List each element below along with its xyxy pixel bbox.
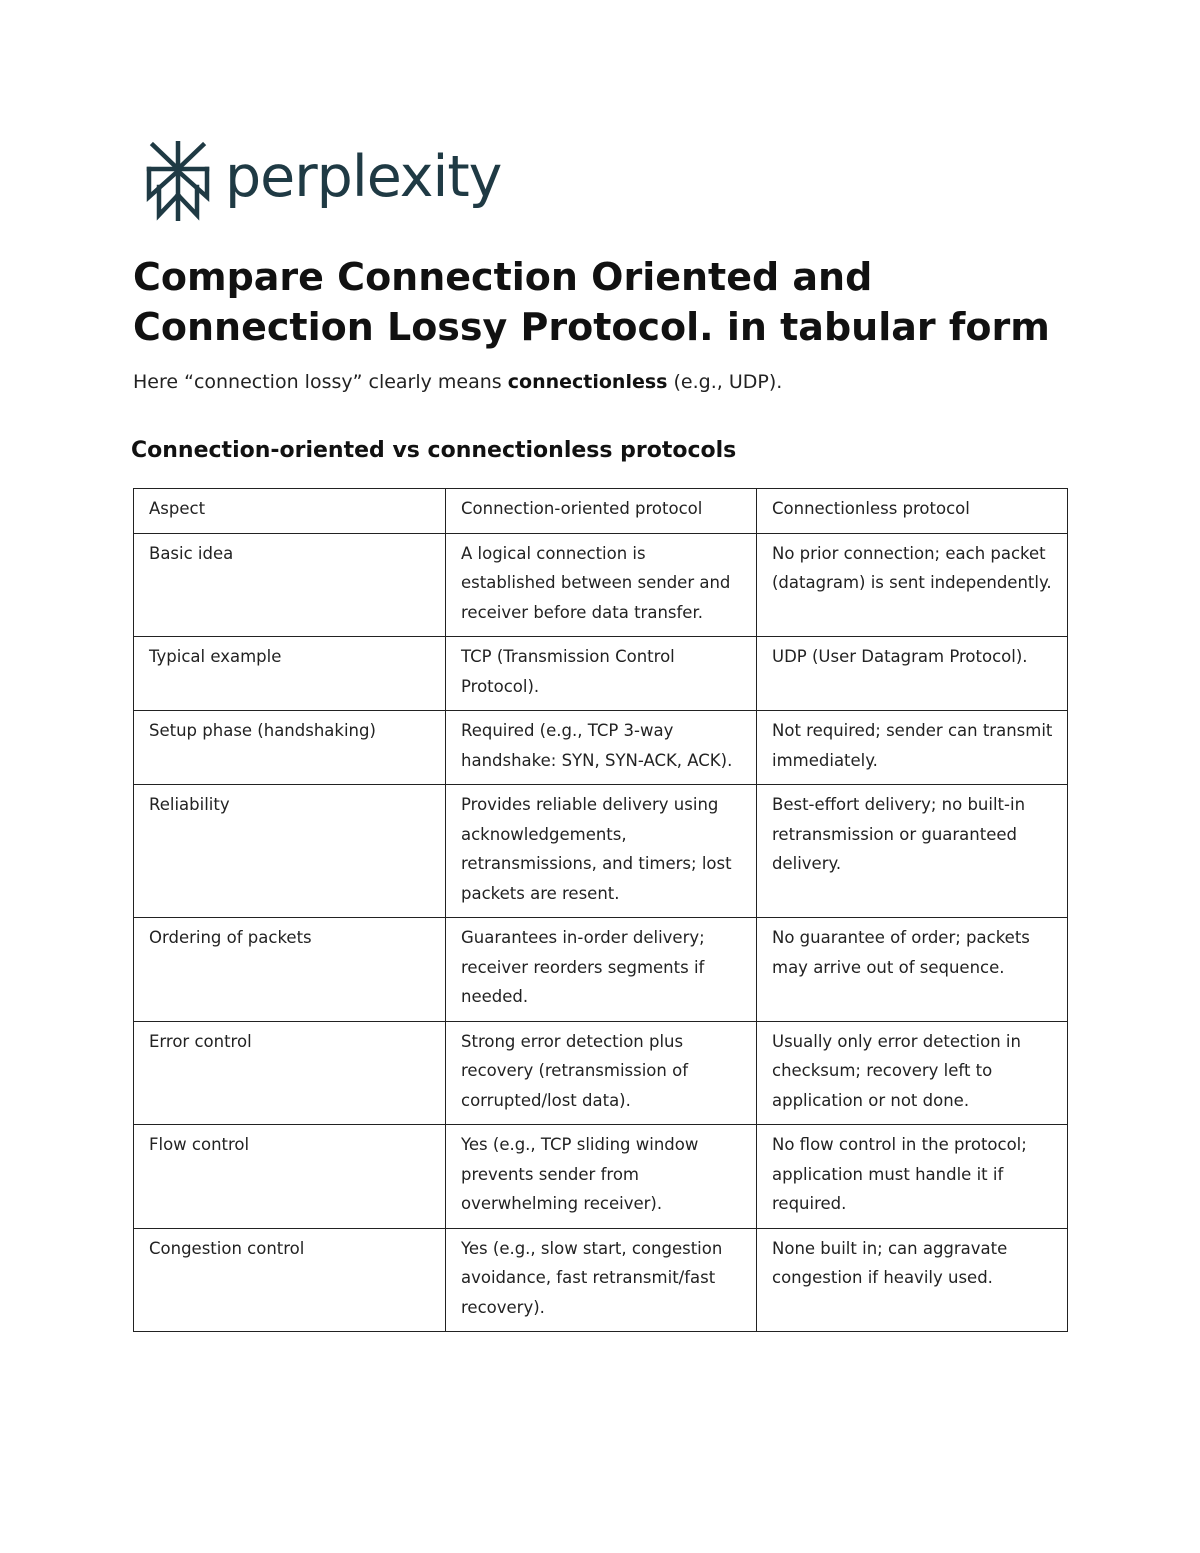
table-cell-connectionless: No flow control in the protocol; application must handle it if required. xyxy=(757,1125,1068,1229)
table-row xyxy=(134,637,1068,711)
table-header-cell: Connectionless protocol xyxy=(757,489,1068,534)
table-cell-aspect: Ordering of packets xyxy=(134,918,446,1022)
table-cell-connection-oriented: TCP (Transmission Control Protocol). xyxy=(446,637,757,711)
table-cell-connection-oriented: Required (e.g., TCP 3-way handshake: SYN, SYN-ACK, ACK). xyxy=(446,711,757,785)
logo-wordmark: perplexity xyxy=(225,143,502,210)
table-cell-aspect: Flow control xyxy=(134,1125,446,1229)
table-cell-aspect: Typical example xyxy=(134,637,446,711)
table-cell-aspect: Reliability xyxy=(134,785,446,918)
table-row xyxy=(134,785,1068,918)
table-cell-connectionless: None built in; can aggravate congestion if heavily used. xyxy=(757,1228,1068,1332)
table-cell-connection-oriented: Yes (e.g., slow start, congestion avoidance, fast retransmit/fast recovery). xyxy=(446,1228,757,1332)
table-cell-connectionless: Best-effort delivery; no built-in retransmission or guaranteed delivery. xyxy=(757,785,1068,918)
table-cell-connectionless: No prior connection; each packet (datagram) is sent independently. xyxy=(757,533,1068,637)
table-cell-connection-oriented: Yes (e.g., TCP sliding window prevents sender from overwhelming receiver). xyxy=(446,1125,757,1229)
table-row xyxy=(134,533,1068,637)
perplexity-logo xyxy=(145,140,501,222)
table-header-cell: Aspect xyxy=(134,489,446,534)
table-cell-aspect: Congestion control xyxy=(134,1228,446,1332)
table-cell-connectionless: Usually only error detection in checksum; recovery left to application or not done. xyxy=(757,1021,1068,1125)
intro-paragraph xyxy=(133,369,782,395)
intro-prefix: Here “connection lossy” clearly means xyxy=(133,371,508,393)
perplexity-logo-icon xyxy=(145,141,211,221)
table-row xyxy=(134,1228,1068,1332)
table-cell-connectionless: UDP (User Datagram Protocol). xyxy=(757,637,1068,711)
comparison-table xyxy=(133,488,1068,1332)
table-header-cell: Connection-oriented protocol xyxy=(446,489,757,534)
table-cell-aspect: Error control xyxy=(134,1021,446,1125)
table-header-row xyxy=(134,489,1068,534)
intro-bold-term: connectionless xyxy=(507,371,668,393)
table-row xyxy=(134,1021,1068,1125)
intro-suffix: (e.g., UDP). xyxy=(667,371,783,393)
table-cell-connection-oriented: Guarantees in-order delivery; receiver reorders segments if needed. xyxy=(446,918,757,1022)
table-cell-connection-oriented: Strong error detection plus recovery (retransmission of corrupted/lost data). xyxy=(446,1021,757,1125)
section-heading: Connection-oriented vs connectionless protocols xyxy=(131,438,737,463)
table-row xyxy=(134,918,1068,1022)
table-cell-aspect: Setup phase (handshaking) xyxy=(134,711,446,785)
table-row xyxy=(134,711,1068,785)
page-title: Compare Connection Oriented and Connection Lossy Protocol. in tabular form xyxy=(133,255,1050,349)
table-row xyxy=(134,1125,1068,1229)
table-cell-connectionless: No guarantee of order; packets may arrive out of sequence. xyxy=(757,918,1068,1022)
table-cell-connection-oriented: Provides reliable delivery using acknowledgements, retransmissions, and timers; lost packets are resent. xyxy=(446,785,757,918)
table-cell-connection-oriented: A logical connection is established between sender and receiver before data transfer. xyxy=(446,533,757,637)
table-cell-connectionless: Not required; sender can transmit immediately. xyxy=(757,711,1068,785)
table-cell-aspect: Basic idea xyxy=(134,533,446,637)
